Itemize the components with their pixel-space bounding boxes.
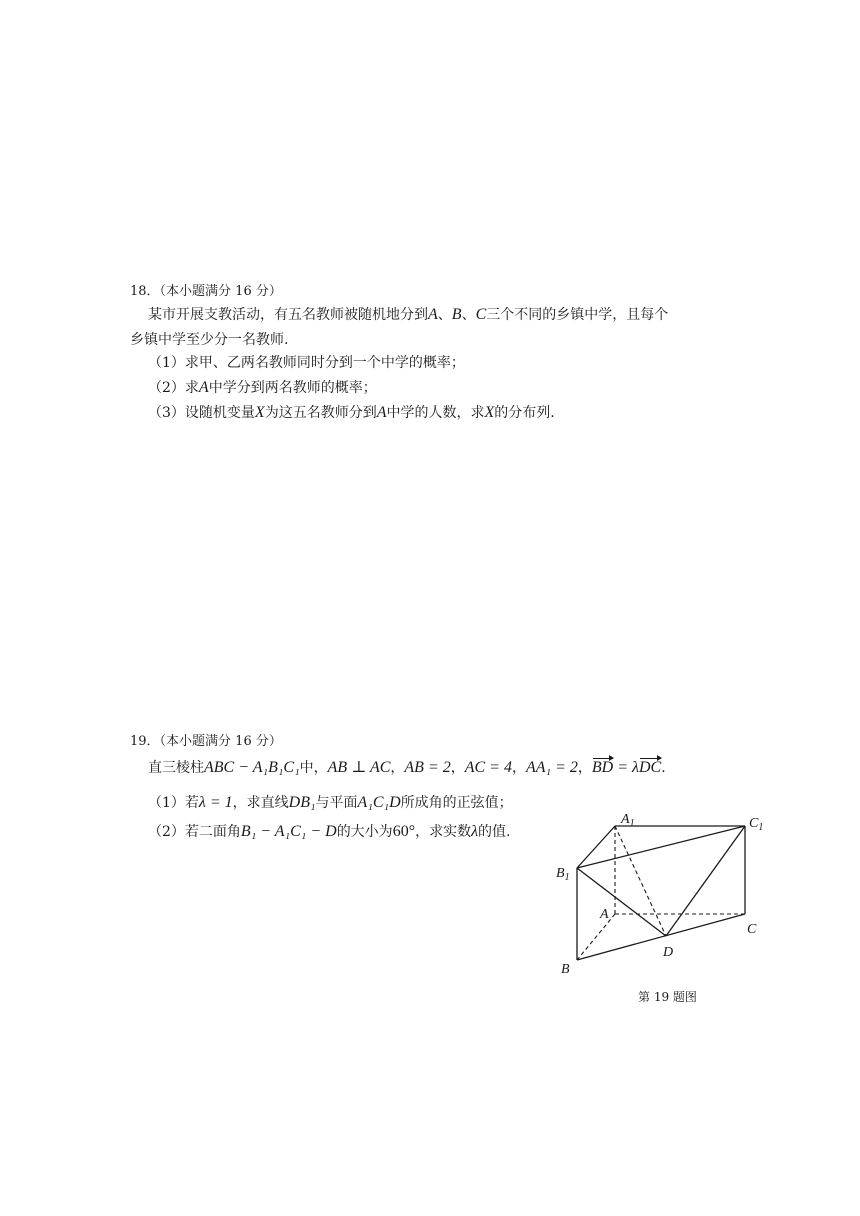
q18-sub2-prefix: （2）求 (148, 380, 199, 396)
q19-vector-bd: BD (591, 759, 614, 776)
q19-sub2-prefix: （2）若二面角 (148, 824, 241, 840)
q18-header: 18．（本小题满分 16 分） (130, 284, 282, 299)
q18-intro-text: 某市开展支教活动，有五名教师被随机地分到 (148, 307, 428, 323)
q19-condition-perp: AB ⊥ AC (327, 759, 391, 776)
q18-sub3-text: 中学的人数，求 (386, 405, 485, 421)
label-a1: $A_1$ (621, 812, 635, 829)
q19-sub1-lambda: λ = 1 (198, 794, 233, 811)
q18-school-c: C (475, 306, 487, 323)
figure-caption: 第 19 题图 (638, 990, 697, 1004)
q18-intro-line1 (148, 305, 668, 325)
q18-sub3-text: 的分布列. (494, 405, 555, 421)
q19-subquestion-1 (148, 793, 513, 813)
label-c1: $C_1$ (749, 816, 764, 833)
q19-subquestion-2 (148, 822, 510, 842)
q18-school-a: A (428, 306, 438, 323)
q18-sub3-prefix: （3）设随机变量 (148, 405, 255, 421)
prism-figure (540, 800, 780, 1000)
q18-sep: 、 (437, 307, 452, 323)
q19-vector-dc: DC (638, 759, 662, 776)
q19-sub2-dihedral: B₁ − A₁C₁ − D (240, 823, 337, 840)
q19-comma: ， (577, 760, 592, 776)
q19-sub2-degree: 60° (392, 823, 416, 840)
q18-school-b: B (451, 306, 462, 323)
q18-sub3-var-x: X (484, 404, 495, 421)
q18-subquestion-2 (148, 378, 377, 398)
q19-sub2-text: 的值. (478, 824, 511, 840)
q19-intro (148, 758, 666, 778)
q18-sep: 、 (461, 307, 476, 323)
q19-comma: ， (390, 760, 405, 776)
edge-ab (577, 914, 615, 960)
q19-condition-ab: AB = 2 (404, 759, 451, 776)
q19-sub1-text: 所成角的正弦值； (400, 795, 513, 811)
q18-sub2-var: A (198, 379, 209, 396)
q19-condition-aa1: AA₁ = 2 (525, 759, 578, 776)
q19-comma: ， (511, 760, 526, 776)
q19-sub1-line: DB₁ (288, 794, 316, 811)
q18-subquestion-1: （1）求甲、乙两名教师同时分到一个中学的概率； (148, 355, 465, 371)
q18-intro-text: 三个不同的乡镇中学，且每个 (486, 307, 669, 323)
q19-sub2-text: 的大小为 (336, 824, 393, 840)
label-d: D (663, 945, 674, 960)
label-b: B (561, 962, 570, 977)
q18-sub2-text: 中学分到两名教师的概率； (208, 380, 377, 396)
q19-intro-text: 中， (299, 760, 328, 776)
edge-b1d (577, 868, 666, 936)
q18-sub3-var-a: A (376, 404, 387, 421)
q19-sub2-text: ，求实数 (415, 824, 472, 840)
q19-sub1-plane: A₁C₁D (357, 794, 401, 811)
edge-a1b1 (577, 826, 615, 868)
label-b1: $B_1$ (556, 866, 570, 883)
q18-sub3-var-x: X (254, 404, 265, 421)
q19-sub1-prefix: （1）若 (148, 795, 199, 811)
label-a: A (600, 907, 609, 922)
q18-subquestion-3 (148, 403, 555, 423)
q18-intro-line2: 乡镇中学至少分一名教师. (130, 332, 289, 348)
q19-sub1-text: 与平面 (315, 795, 358, 811)
q19-period: . (661, 760, 666, 776)
q19-sub1-text: ，求直线 (232, 795, 289, 811)
q19-intro-text: 直三棱柱 (148, 760, 204, 776)
q19-comma: ， (450, 760, 465, 776)
q19-sub2-lambda: λ (471, 823, 479, 840)
q19-header: 19．（本小题满分 16 分） (130, 734, 282, 749)
q19-equals-lambda: = λ (613, 759, 639, 776)
q19-prism: ABC − A₁B₁C₁ (204, 759, 300, 776)
q19-condition-ac: AC = 4 (464, 759, 512, 776)
edge-a1d (615, 826, 666, 936)
label-c: C (747, 922, 757, 937)
q18-sub3-text: 为这五名教师分到 (264, 405, 377, 421)
